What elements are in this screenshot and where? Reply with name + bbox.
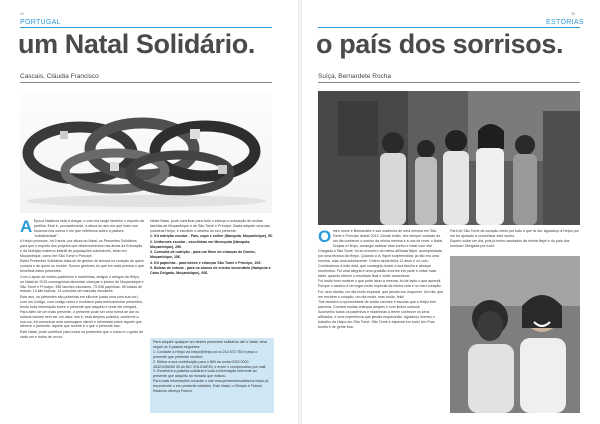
byline-rule-left xyxy=(20,82,272,83)
how-to-buy-box xyxy=(150,338,274,413)
group-photo xyxy=(318,91,580,225)
paragraph: Foi muito bom mostrar o que pode fazer a mesma, foi de facto o que aprendi. Porque o carinho é um lugar muito especial da minha vida e no meu coração. xyxy=(318,279,442,289)
paragraph: Este Natal, pode contribuir para todos os presentes que o nosso é o gesto de cada um e todos de um só. xyxy=(20,329,144,339)
byline-left: Cascais, Cláudia Francisco xyxy=(20,73,99,80)
paragraph: meu nome é Bernardete e sou madrinha de uma menina em São Tomé e Príncipe desde 2013. Desde então, tive sempre vontade de um dia conhecer o sorriso da minha menina e a nós de rever o Natal. Graças a Helpo, consegui realizar este sonho e estar com ela! xyxy=(332,229,444,248)
article-right-col1 xyxy=(318,229,444,413)
box-paragraph: 3. Receberá a pulseira solidária e toda a informação referente ao presente que adquiriu na morada que indicou. xyxy=(153,369,257,379)
byline-rule-right xyxy=(318,82,580,83)
list-item: 4. Kit papinhas - para bebés e crianças São Tomé e Príncipe, 10€. xyxy=(150,260,262,265)
list-item: 3. Consulta de nutrição - para um filme de crianças de Dondo, Moçambique, 15€. xyxy=(150,250,256,260)
page-gutter xyxy=(298,0,302,424)
paragraph: Foi, sem dúvida, um dia muito especial, que jamais vou esquecer. Um dia, que me enchem o coração, um dia muito, mas muito, feliz! xyxy=(318,289,444,299)
paragraph: Com o apoio de muitos padrinhos e madrinhas, amigos e amigos da Helpo, no Natal de 2015 conseguimos alimentar crianças e jovens de Moçambique e São Tomé e Príncipe: 398 lanches escolares, 73.936 papinhas, 98 bolsas de estudo, 14 kits lúdicos, 14 coleções de manuais escolares. xyxy=(20,274,144,294)
box-paragraph: 2. Efetue a sua contribuição para o NIB da conta 0033 0000 45321006050 05 do BIC SOLIDÁRIO, e envie o comprovativo por mail; xyxy=(153,359,267,369)
section-label-left: PORTUGAL xyxy=(20,19,61,26)
byline-right: Suíça, Bernardete Rocha xyxy=(318,73,391,80)
list-item: 2. Uniformes escolar - escolinhas em Morrupula (Nampula, Moçambique), 25€. xyxy=(150,239,251,249)
paragraph: Parti de São Tomé de coração cheio por tudo o que lá vivi. Agradeço à Helpo por me ter ajudado a concretizar este sonho. xyxy=(450,229,579,238)
group-photo-illustration xyxy=(318,91,580,225)
headline-left: um Natal Solidário. xyxy=(18,29,255,59)
box-paragraph: Para mais informações consulte o site www.presentessolidarios.helpo.pt, encomende o seu presente solidário. Este Natal, o Olímpio é Futuro! Estamos ofereça Futuro! xyxy=(153,379,270,394)
box-paragraph: 1. Contacte a Helpo via helpo@helpo.pt ou 214 573 760 e peça o presente que pretende receber; xyxy=(153,349,258,359)
paragraph: Aconselho todos os padrinhos e madrinhas a terem conhecer os seus afilhados, é uma experiência que jamais esquecerão. Agradeço imenso o trabalho da Helpo em São Tomé. São Tomé é especial em tudo! Um País bonito e de gente boa. xyxy=(318,310,435,330)
paragraph: Este ano, os presentes são pulseiras em silicone (cada uma com sua cor) com um Código, com código único e exclusivo para reencaminhar presentes, tendo toda informação sobre o presente que adquiriu e onde ele chegará. Para além de um mais presente, o presente pode ser uma forma de dar os nossos valores sem ser um valor, isto é, esta simples pulseira, conforme a sua cor, irá comunicar uma mensagem visível e informada sobre aquele que oferece o presente, aquele que recebe e o que o presente traz. xyxy=(20,294,143,329)
dropcap-left: A xyxy=(20,219,33,236)
paragraph: Estes Presentes Solidários trata-se de gestos de ternura no coração de quem compra e de quem os recebe. Somos gestores do que em mais precisa o que beneficia estes presentes. xyxy=(20,259,144,274)
dropcap-right: O xyxy=(318,229,332,246)
paragraph: A Helpo promove, há 9 anos, por altura do Natal, os Presentes Solidários para que o espírito dos projetos que desenvolvemos nas áreas da Educação e da Nutrição materno-infantil de populações vulneráveis, tanto em Moçambique, como em São Tomé e Príncipe. xyxy=(20,239,143,258)
box-paragraph: Para adquirir qualquer um destes presentes solidários até o Natal, deve seguir os 3 passos seguintes: xyxy=(153,340,268,349)
children-portrait-photo xyxy=(450,256,580,413)
page-number-left: 34 xyxy=(20,12,24,16)
paragraph: Espero voltar um dia, pois já tenho saudades da minha Nejel e do país dos sorrisos! Obrigada por tudo! xyxy=(450,239,570,249)
article-right-col2 xyxy=(450,229,580,254)
headline-right: o país dos sorrisos. xyxy=(316,29,564,59)
wristbands-photo xyxy=(20,91,272,213)
article-left-col1 xyxy=(20,219,144,413)
page-number-right: 35 xyxy=(571,12,575,16)
paragraph: Neste Natal, pode contribuir para todo o esforço e educação de muitas famílias de Moçambique e de São Tomé e Príncipe. Basta adquirir uma das pulseiras Helpo, e escolher o destino do seu presente: xyxy=(150,219,271,233)
section-label-right: ESTÓRIAS xyxy=(546,19,584,26)
wristbands-illustration xyxy=(20,91,272,213)
article-left-col2 xyxy=(150,219,274,337)
list-item: 1. Kit nutrição escolar - Pais, copo e colher (Nampula, Moçambique), 5€. xyxy=(150,234,274,239)
paragraph: Tive também a oportunidade de visitar creches e escolas que a Helpo tem parceria. Conheci muitas crianças alegres e com lindos sorrisos. xyxy=(318,300,437,309)
list-item: 5. Bolsas de estudo - para os alunos de ensino secundário (Nampula e Cabo Delgado, Moçambique), 60€. xyxy=(150,266,271,276)
portrait-illustration xyxy=(450,256,580,413)
paragraph: Chegada a São Tomé, fui ao encontro da minha afilhada Nejel, acompanhada por uma técnica da Helpo. Quando a vi, fiquei surpreendida: já não era uma menina, mas uma adolescente. Ontem ainda tinha 12 anos e no colo. Conhecemos a mãe dela, que conseguiu trazer a sua família e abraçar momentos. Fui uma alegria e uma gratidão enorme em partir e voltar mais tarde, quando ofereci o resultado final e voltei amanhecer. xyxy=(318,249,442,278)
paragraph: Época Natalícia está a chegar, e com ela surge também o espírito da partilha. Este é, provavelmente, a altura do ano em que mais nos focamos nos outros e em que refletimos sobre a palavra "solidariedade". xyxy=(33,219,144,238)
